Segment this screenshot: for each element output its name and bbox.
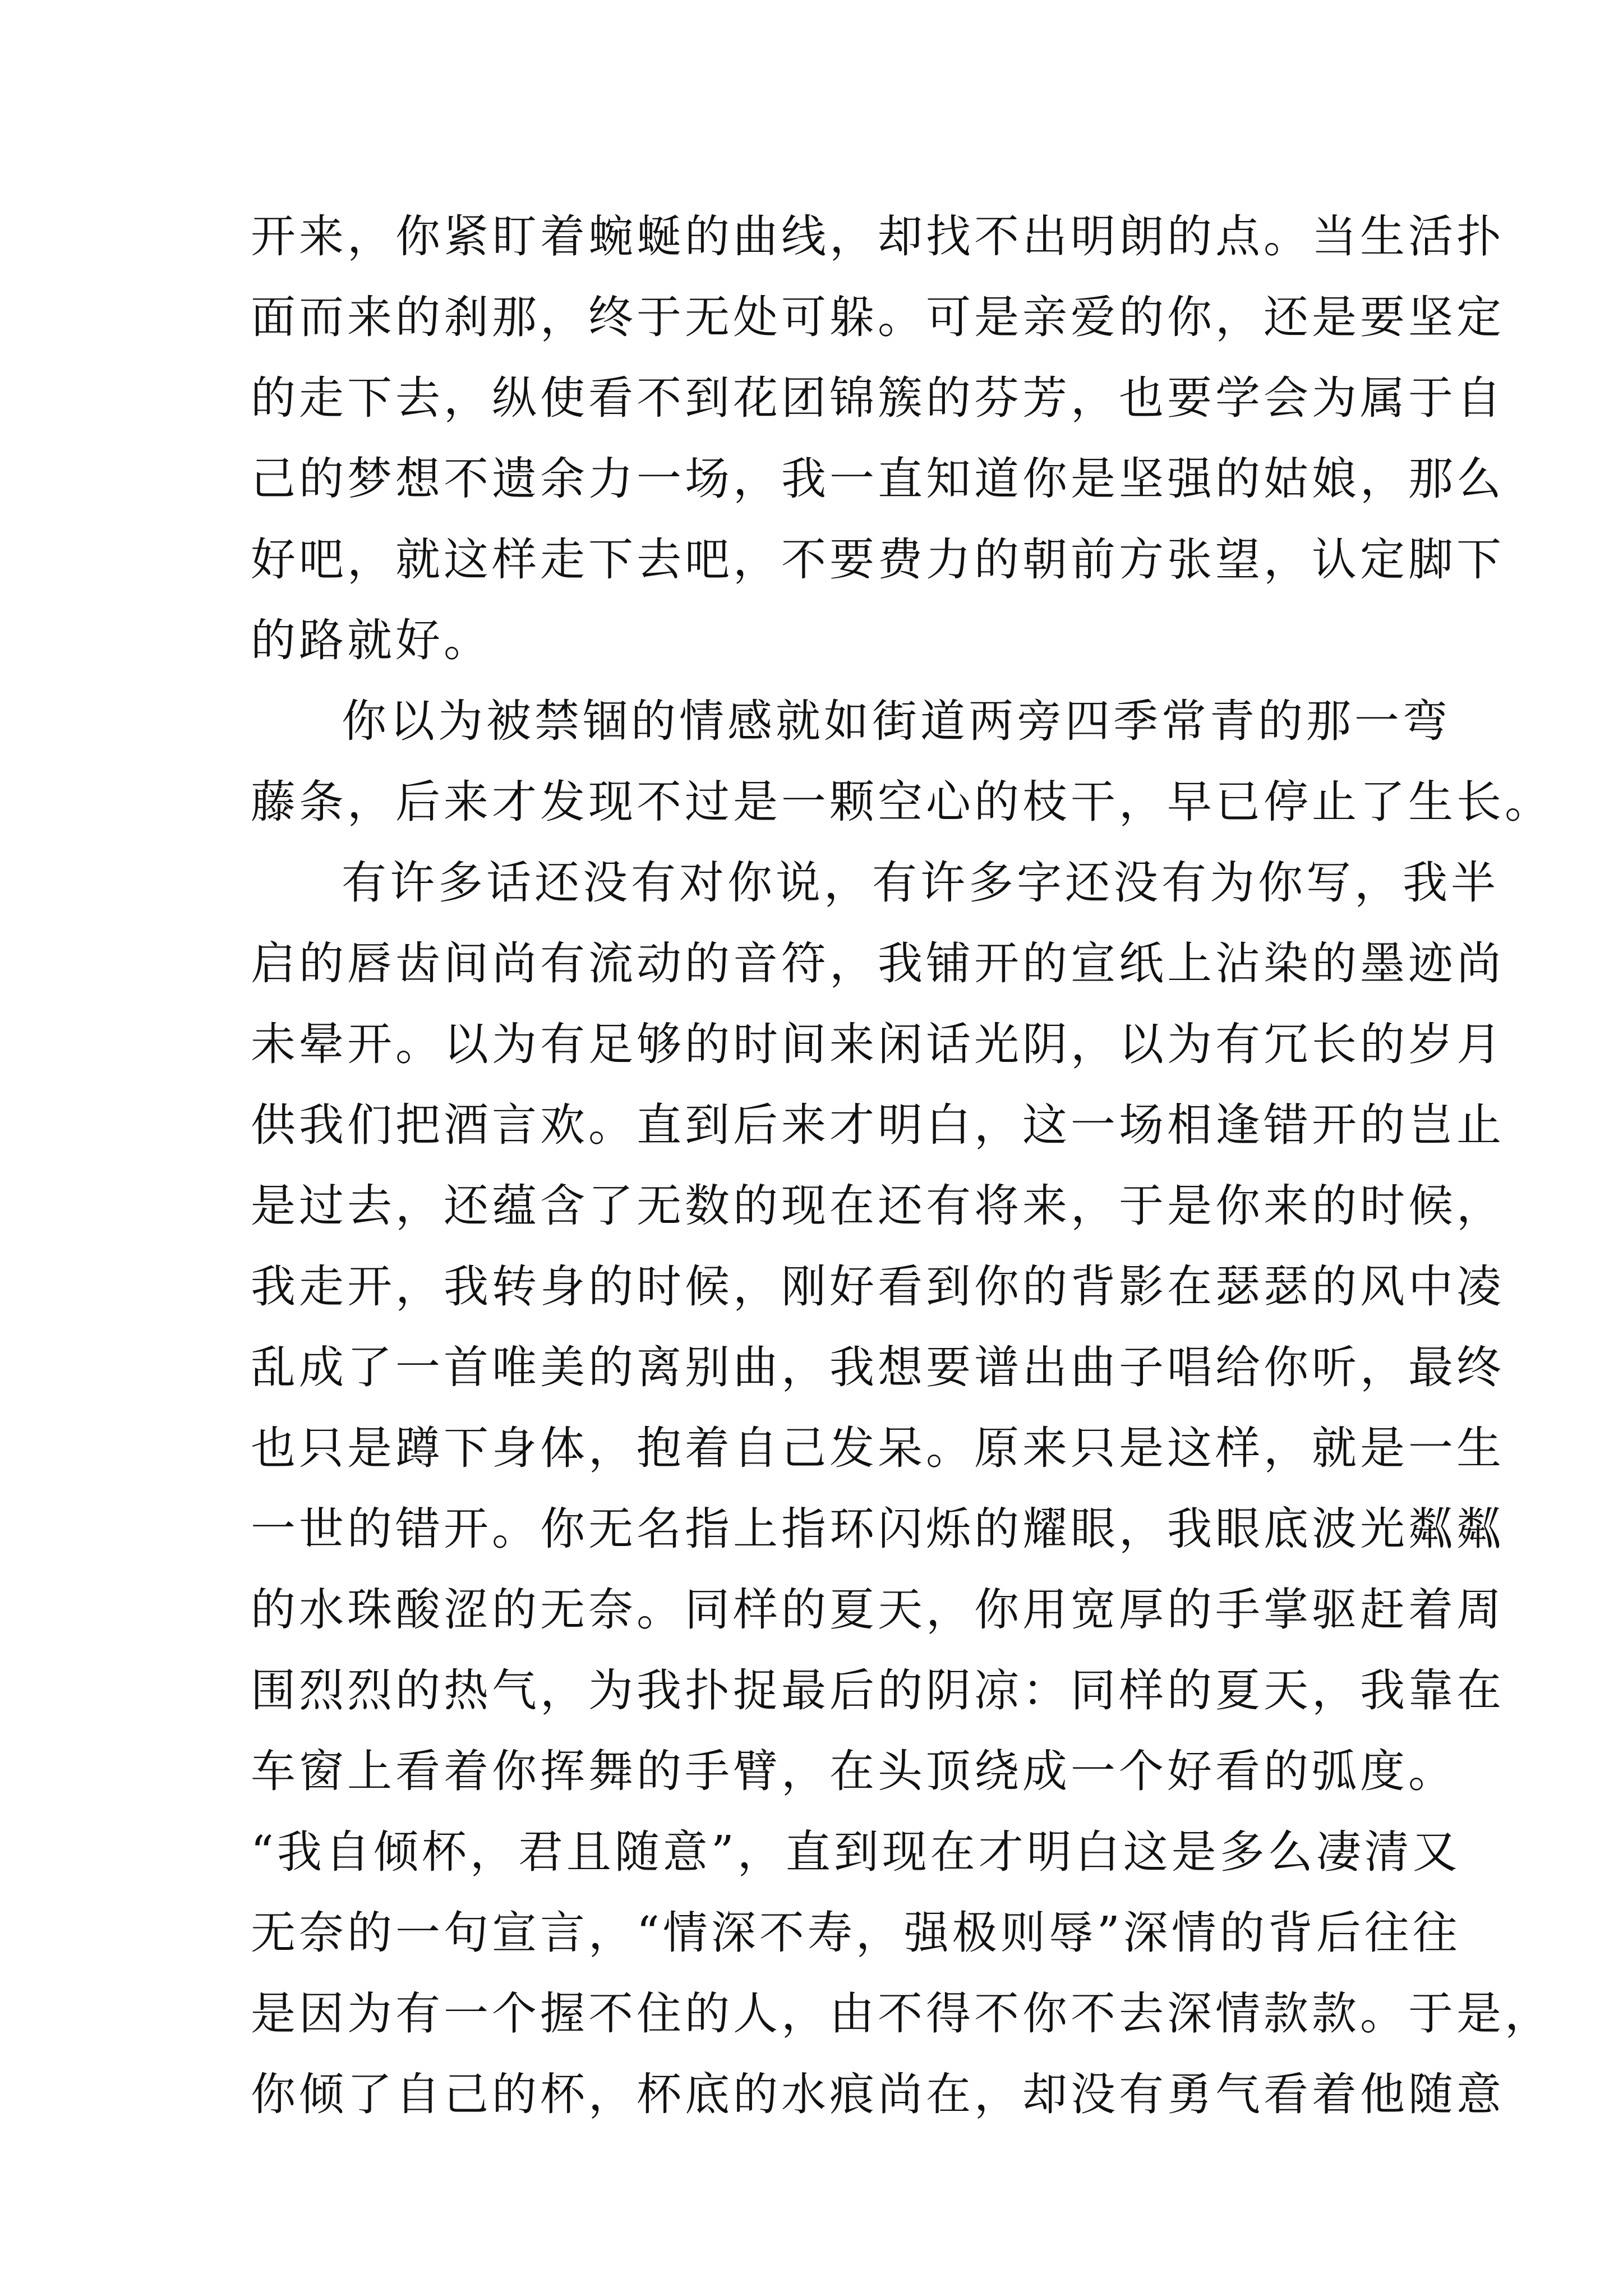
text-line: 面而来的刹那，终于无处可躲。可是亲爱的你，还是要坚定: [251, 291, 1505, 343]
text-line: 乱成了一首唯美的离别曲，我想要谱出曲子唱给你听，最终: [251, 1341, 1505, 1393]
text-line: 围烈烈的热气，为我扑捉最后的阴凉：同样的夏天，我靠在: [251, 1664, 1505, 1717]
text-line: 你倾了自己的杯，杯底的水痕尚在，却没有勇气看着他随意: [251, 2068, 1505, 2120]
text-line: 的走下去，纵使看不到花团锦簇的芬芳，也要学会为属于自: [251, 372, 1505, 424]
text-line: 的水珠酸涩的无奈。同样的夏天，你用宽厚的手掌驱赶着周: [251, 1584, 1505, 1636]
text-line: “我自倾杯，君且随意”，直到现在才明白这是多么凄清又: [251, 1826, 1461, 1878]
text-line: 也只是蹲下身体，抱着自己发呆。原来只是这样，就是一生: [251, 1422, 1505, 1474]
text-line: 一世的错开。你无名指上指环闪烁的耀眼，我眼底波光粼粼: [251, 1503, 1505, 1555]
text-line: 无奈的一句宣言，“情深不寿，强极则辱”深情的背后往往: [251, 1907, 1461, 1959]
text-line: 开来，你紧盯着蜿蜒的曲线，却找不出明朗的点。当生活扑: [251, 210, 1505, 263]
text-line: 未晕开。以为有足够的时间来闲话光阴，以为有冗长的岁月: [251, 1018, 1505, 1070]
text-line: 是因为有一个握不住的人，由不得不你不去深情款款。于是，: [251, 1987, 1553, 2040]
text-line: 启的唇齿间尚有流动的音符，我铺开的宣纸上沾染的墨迹尚: [251, 937, 1505, 990]
text-line: 你以为被禁锢的情感就如街道两旁四季常青的那一弯: [342, 695, 1451, 747]
text-line: 藤条，后来才发现不过是一颗空心的枝干，早已停止了生长。: [251, 776, 1553, 828]
text-line: 供我们把酒言欢。直到后来才明白，这一场相逢错开的岂止: [251, 1099, 1505, 1151]
text-line: 己的梦想不遗余力一场，我一直知道你是坚强的姑娘，那么: [251, 453, 1505, 505]
text-line: 我走开，我转身的时候，刚好看到你的背影在瑟瑟的风中凌: [251, 1260, 1505, 1313]
text-line: 是过去，还蕴含了无数的现在还有将来，于是你来的时候，: [251, 1180, 1505, 1232]
text-line: 车窗上看着你挥舞的手臂，在头顶绕成一个好看的弧度。: [251, 1745, 1456, 1797]
text-line: 好吧，就这样走下去吧，不要费力的朝前方张望，认定脚下: [251, 533, 1505, 586]
text-line: 的路就好。: [251, 614, 492, 666]
text-line: 有许多话还没有对你说，有许多字还没有为你写，我半: [342, 857, 1499, 909]
